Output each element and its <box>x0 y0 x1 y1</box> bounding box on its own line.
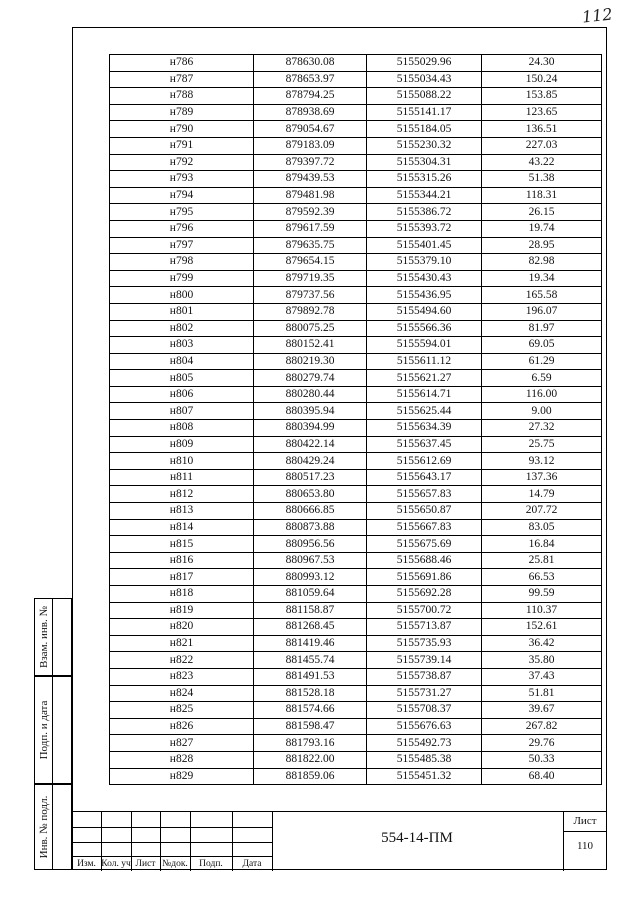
y-coordinate-cell: 5155657.83 <box>367 486 482 503</box>
y-coordinate-cell: 5155637.45 <box>367 436 482 453</box>
x-coordinate-cell: 879397.72 <box>254 154 367 171</box>
x-coordinate-cell: 880219.30 <box>254 353 367 370</box>
distance-cell: 26.15 <box>482 204 602 221</box>
x-coordinate-cell: 879892.78 <box>254 303 367 320</box>
table-row <box>110 204 602 221</box>
distance-cell: 123.65 <box>482 104 602 121</box>
distance-cell: 99.59 <box>482 586 602 603</box>
table-row <box>110 503 602 520</box>
point-id-cell: н817 <box>110 569 254 586</box>
distance-cell: 267.82 <box>482 718 602 735</box>
x-coordinate-cell: 880394.99 <box>254 420 367 437</box>
side-label-vzam: Взам. инв. № <box>37 606 50 668</box>
y-coordinate-cell: 5155430.43 <box>367 270 482 287</box>
distance-cell: 36.42 <box>482 635 602 652</box>
table-row <box>110 320 602 337</box>
distance-cell: 116.00 <box>482 386 602 403</box>
y-coordinate-cell: 5155393.72 <box>367 220 482 237</box>
table-row <box>110 353 602 370</box>
x-coordinate-cell: 881793.16 <box>254 735 367 752</box>
x-coordinate-cell: 880429.24 <box>254 453 367 470</box>
y-coordinate-cell: 5155566.36 <box>367 320 482 337</box>
point-id-cell: н789 <box>110 104 254 121</box>
y-coordinate-cell: 5155621.27 <box>367 370 482 387</box>
distance-cell: 50.33 <box>482 751 602 768</box>
distance-cell: 81.97 <box>482 320 602 337</box>
x-coordinate-cell: 881419.46 <box>254 635 367 652</box>
point-id-cell: н793 <box>110 171 254 188</box>
coordinates-table <box>109 54 602 785</box>
side-box-vzam <box>34 598 72 676</box>
y-coordinate-cell: 5155451.32 <box>367 768 482 785</box>
y-coordinate-cell: 5155594.01 <box>367 337 482 354</box>
x-coordinate-cell: 881822.00 <box>254 751 367 768</box>
y-coordinate-cell: 5155230.32 <box>367 137 482 154</box>
point-id-cell: н818 <box>110 586 254 603</box>
distance-cell: 153.85 <box>482 88 602 105</box>
x-coordinate-cell: 878938.69 <box>254 104 367 121</box>
distance-cell: 227.03 <box>482 137 602 154</box>
table-row <box>110 569 602 586</box>
y-coordinate-cell: 5155691.86 <box>367 569 482 586</box>
distance-cell: 68.40 <box>482 768 602 785</box>
table-row <box>110 137 602 154</box>
point-id-cell: н811 <box>110 469 254 486</box>
point-id-cell: н805 <box>110 370 254 387</box>
distance-cell: 43.22 <box>482 154 602 171</box>
y-coordinate-cell: 5155688.46 <box>367 552 482 569</box>
table-row <box>110 453 602 470</box>
x-coordinate-cell: 880075.25 <box>254 320 367 337</box>
point-id-cell: н796 <box>110 220 254 237</box>
y-coordinate-cell: 5155494.60 <box>367 303 482 320</box>
x-coordinate-cell: 879635.75 <box>254 237 367 254</box>
x-coordinate-cell: 880666.85 <box>254 503 367 520</box>
y-coordinate-cell: 5155386.72 <box>367 204 482 221</box>
point-id-cell: н825 <box>110 702 254 719</box>
table-row <box>110 668 602 685</box>
point-id-cell: н803 <box>110 337 254 354</box>
table-row <box>110 303 602 320</box>
distance-cell: 152.61 <box>482 619 602 636</box>
table-row <box>110 237 602 254</box>
distance-cell: 137.36 <box>482 469 602 486</box>
side-box-podp <box>34 676 72 784</box>
y-coordinate-cell: 5155676.63 <box>367 718 482 735</box>
table-row <box>110 386 602 403</box>
y-coordinate-cell: 5155088.22 <box>367 88 482 105</box>
distance-cell: 28.95 <box>482 237 602 254</box>
table-row <box>110 652 602 669</box>
point-id-cell: н792 <box>110 154 254 171</box>
x-coordinate-cell: 879719.35 <box>254 270 367 287</box>
x-coordinate-cell: 880956.56 <box>254 536 367 553</box>
x-coordinate-cell: 881455.74 <box>254 652 367 669</box>
point-id-cell: н816 <box>110 552 254 569</box>
table-row <box>110 337 602 354</box>
x-coordinate-cell: 881528.18 <box>254 685 367 702</box>
point-id-cell: н813 <box>110 503 254 520</box>
x-coordinate-cell: 879654.15 <box>254 254 367 271</box>
y-coordinate-cell: 5155485.38 <box>367 751 482 768</box>
y-coordinate-cell: 5155675.69 <box>367 536 482 553</box>
sheet-label: Лист <box>573 815 597 827</box>
point-id-cell: н809 <box>110 436 254 453</box>
y-coordinate-cell: 5155492.73 <box>367 735 482 752</box>
distance-cell: 19.34 <box>482 270 602 287</box>
y-coordinate-cell: 5155643.17 <box>367 469 482 486</box>
point-id-cell: н810 <box>110 453 254 470</box>
table-row <box>110 220 602 237</box>
y-coordinate-cell: 5155304.31 <box>367 154 482 171</box>
title-block <box>72 811 607 871</box>
distance-cell: 51.81 <box>482 685 602 702</box>
table-row <box>110 685 602 702</box>
point-id-cell: н824 <box>110 685 254 702</box>
table-row <box>110 536 602 553</box>
y-coordinate-cell: 5155735.93 <box>367 635 482 652</box>
x-coordinate-cell: 879592.39 <box>254 204 367 221</box>
side-label-podp: Подп. и дата <box>37 700 50 760</box>
distance-cell: 110.37 <box>482 602 602 619</box>
point-id-cell: н819 <box>110 602 254 619</box>
y-coordinate-cell: 5155184.05 <box>367 121 482 138</box>
point-id-cell: н799 <box>110 270 254 287</box>
y-coordinate-cell: 5155739.14 <box>367 652 482 669</box>
point-id-cell: н822 <box>110 652 254 669</box>
point-id-cell: н802 <box>110 320 254 337</box>
x-coordinate-cell: 880873.88 <box>254 519 367 536</box>
y-coordinate-cell: 5155713.87 <box>367 619 482 636</box>
table-row <box>110 486 602 503</box>
x-coordinate-cell: 880967.53 <box>254 552 367 569</box>
table-row <box>110 254 602 271</box>
table-row <box>110 88 602 105</box>
x-coordinate-cell: 878794.25 <box>254 88 367 105</box>
point-id-cell: н800 <box>110 287 254 304</box>
y-coordinate-cell: 5155034.43 <box>367 71 482 88</box>
stamp-header-ndok: №док. <box>162 859 188 869</box>
y-coordinate-cell: 5155738.87 <box>367 668 482 685</box>
y-coordinate-cell: 5155731.27 <box>367 685 482 702</box>
side-label-inv: Инв. № подл. <box>37 795 50 859</box>
y-coordinate-cell: 5155650.87 <box>367 503 482 520</box>
table-row <box>110 154 602 171</box>
distance-cell: 165.58 <box>482 287 602 304</box>
x-coordinate-cell: 881574.66 <box>254 702 367 719</box>
y-coordinate-cell: 5155692.28 <box>367 586 482 603</box>
point-id-cell: н827 <box>110 735 254 752</box>
distance-cell: 29.76 <box>482 735 602 752</box>
y-coordinate-cell: 5155708.37 <box>367 702 482 719</box>
table-row <box>110 635 602 652</box>
distance-cell: 37.43 <box>482 668 602 685</box>
table-row <box>110 171 602 188</box>
distance-cell: 51.38 <box>482 171 602 188</box>
point-id-cell: н821 <box>110 635 254 652</box>
point-id-cell: н798 <box>110 254 254 271</box>
x-coordinate-cell: 879737.56 <box>254 287 367 304</box>
point-id-cell: н815 <box>110 536 254 553</box>
x-coordinate-cell: 880280.44 <box>254 386 367 403</box>
distance-cell: 61.29 <box>482 353 602 370</box>
stamp-header-podp: Подп. <box>199 859 223 869</box>
table-row <box>110 602 602 619</box>
side-box-inv <box>34 784 72 870</box>
table-row <box>110 55 602 72</box>
distance-cell: 150.24 <box>482 71 602 88</box>
x-coordinate-cell: 881158.87 <box>254 602 367 619</box>
distance-cell: 19.74 <box>482 220 602 237</box>
table-row <box>110 71 602 88</box>
y-coordinate-cell: 5155379.10 <box>367 254 482 271</box>
point-id-cell: н795 <box>110 204 254 221</box>
y-coordinate-cell: 5155029.96 <box>367 55 482 72</box>
x-coordinate-cell: 881859.06 <box>254 768 367 785</box>
point-id-cell: н787 <box>110 71 254 88</box>
point-id-cell: н791 <box>110 137 254 154</box>
table-row <box>110 436 602 453</box>
distance-cell: 16.84 <box>482 536 602 553</box>
y-coordinate-cell: 5155315.26 <box>367 171 482 188</box>
x-coordinate-cell: 881598.47 <box>254 718 367 735</box>
table-row <box>110 519 602 536</box>
distance-cell: 35.80 <box>482 652 602 669</box>
table-row <box>110 104 602 121</box>
table-row <box>110 619 602 636</box>
point-id-cell: н829 <box>110 768 254 785</box>
table-row <box>110 718 602 735</box>
point-id-cell: н797 <box>110 237 254 254</box>
point-id-cell: н806 <box>110 386 254 403</box>
distance-cell: 39.67 <box>482 702 602 719</box>
y-coordinate-cell: 5155625.44 <box>367 403 482 420</box>
x-coordinate-cell: 880279.74 <box>254 370 367 387</box>
y-coordinate-cell: 5155344.21 <box>367 187 482 204</box>
x-coordinate-cell: 879617.59 <box>254 220 367 237</box>
y-coordinate-cell: 5155611.12 <box>367 353 482 370</box>
table-row <box>110 270 602 287</box>
point-id-cell: н801 <box>110 303 254 320</box>
table-row <box>110 121 602 138</box>
y-coordinate-cell: 5155634.39 <box>367 420 482 437</box>
stamp-header-kol: Кол. уч <box>101 859 131 869</box>
point-id-cell: н786 <box>110 55 254 72</box>
point-id-cell: н794 <box>110 187 254 204</box>
distance-cell: 82.98 <box>482 254 602 271</box>
stamp-header-data: Дата <box>242 859 262 869</box>
x-coordinate-cell: 880152.41 <box>254 337 367 354</box>
x-coordinate-cell: 879481.98 <box>254 187 367 204</box>
point-id-cell: н812 <box>110 486 254 503</box>
x-coordinate-cell: 881491.53 <box>254 668 367 685</box>
table-row <box>110 187 602 204</box>
distance-cell: 9.00 <box>482 403 602 420</box>
point-id-cell: н820 <box>110 619 254 636</box>
point-id-cell: н826 <box>110 718 254 735</box>
point-id-cell: н808 <box>110 420 254 437</box>
x-coordinate-cell: 880422.14 <box>254 436 367 453</box>
distance-cell: 25.81 <box>482 552 602 569</box>
point-id-cell: н788 <box>110 88 254 105</box>
table-row <box>110 586 602 603</box>
distance-cell: 14.79 <box>482 486 602 503</box>
point-id-cell: н804 <box>110 353 254 370</box>
y-coordinate-cell: 5155612.69 <box>367 453 482 470</box>
table-row <box>110 469 602 486</box>
distance-cell: 83.05 <box>482 519 602 536</box>
y-coordinate-cell: 5155401.45 <box>367 237 482 254</box>
y-coordinate-cell: 5155700.72 <box>367 602 482 619</box>
x-coordinate-cell: 880517.23 <box>254 469 367 486</box>
stamp-header-list: Лист <box>135 859 156 869</box>
x-coordinate-cell: 879439.53 <box>254 171 367 188</box>
x-coordinate-cell: 881268.45 <box>254 619 367 636</box>
distance-cell: 196.07 <box>482 303 602 320</box>
point-id-cell: н807 <box>110 403 254 420</box>
distance-cell: 118.31 <box>482 187 602 204</box>
x-coordinate-cell: 878653.97 <box>254 71 367 88</box>
y-coordinate-cell: 5155667.83 <box>367 519 482 536</box>
distance-cell: 24.30 <box>482 55 602 72</box>
x-coordinate-cell: 880993.12 <box>254 569 367 586</box>
table-row <box>110 552 602 569</box>
handwritten-page-number: 112 <box>581 4 614 27</box>
table-row <box>110 735 602 752</box>
distance-cell: 69.05 <box>482 337 602 354</box>
x-coordinate-cell: 880653.80 <box>254 486 367 503</box>
table-row <box>110 370 602 387</box>
sheet-number: 110 <box>576 840 594 852</box>
distance-cell: 136.51 <box>482 121 602 138</box>
distance-cell: 6.59 <box>482 370 602 387</box>
point-id-cell: н823 <box>110 668 254 685</box>
x-coordinate-cell: 881059.64 <box>254 586 367 603</box>
y-coordinate-cell: 5155614.71 <box>367 386 482 403</box>
stamp-header-izm: Изм. <box>77 859 96 869</box>
y-coordinate-cell: 5155141.17 <box>367 104 482 121</box>
table-row <box>110 420 602 437</box>
table-row <box>110 751 602 768</box>
x-coordinate-cell: 878630.08 <box>254 55 367 72</box>
x-coordinate-cell: 879054.67 <box>254 121 367 138</box>
table-row <box>110 768 602 785</box>
y-coordinate-cell: 5155436.95 <box>367 287 482 304</box>
table-row <box>110 702 602 719</box>
distance-cell: 66.53 <box>482 569 602 586</box>
distance-cell: 25.75 <box>482 436 602 453</box>
point-id-cell: н828 <box>110 751 254 768</box>
distance-cell: 27.32 <box>482 420 602 437</box>
point-id-cell: н814 <box>110 519 254 536</box>
distance-cell: 93.12 <box>482 453 602 470</box>
distance-cell: 207.72 <box>482 503 602 520</box>
x-coordinate-cell: 880395.94 <box>254 403 367 420</box>
x-coordinate-cell: 879183.09 <box>254 137 367 154</box>
table-row <box>110 287 602 304</box>
document-code: 554-14-ПМ <box>381 830 453 846</box>
table-row <box>110 403 602 420</box>
point-id-cell: н790 <box>110 121 254 138</box>
